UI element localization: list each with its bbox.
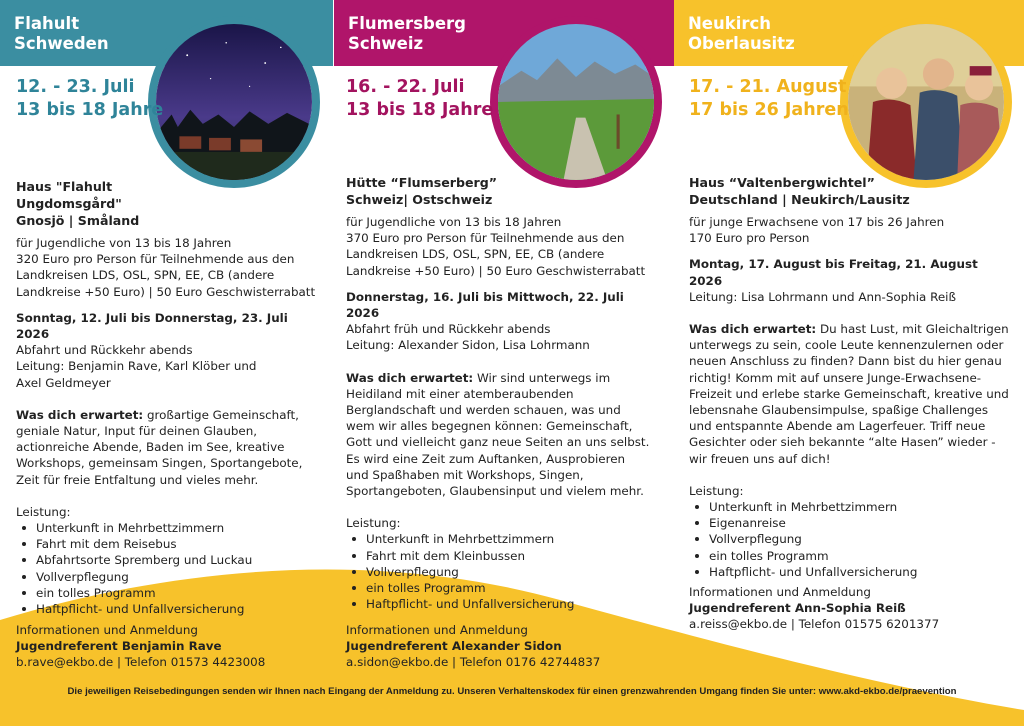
expect-text: großartige Gemeinschaft, geniale Natur, Input für deinen Glauben, actionreiche Abende, Baden im See, kreative Workshops, gemeinsam Singen, Sportangebote, Zeit für freie Entfaltung und vieles mehr.	[16, 407, 303, 487]
list-item: Unterkunft in Mehrbettzimmern	[16, 520, 321, 536]
photo-night-sky-cabins	[148, 16, 320, 188]
audience-price: für junge Erwachsene von 17 bis 26 Jahren 170 Euro pro Person	[689, 215, 945, 246]
list-item: Fahrt mit dem Kleinbussen	[346, 548, 651, 564]
expect-label: Was dich erwartet:	[16, 407, 144, 422]
contact-label: Informationen und Anmeldung	[16, 623, 198, 637]
list-item: Abfahrtsorte Spremberg und Luckau	[16, 552, 321, 568]
list-item: Fahrt mit dem Reisebus	[16, 536, 321, 552]
travel-info: Abfahrt früh und Rückkehr abends	[346, 322, 551, 337]
travel-info: Abfahrt und Rückkehr abends	[16, 343, 193, 358]
location-title: Flumersberg Schweiz	[348, 14, 466, 53]
house-name: Hütte “Flumserberg” Schweiz| Ostschweiz	[346, 175, 498, 207]
services-list	[689, 499, 1009, 580]
services-list	[16, 520, 321, 617]
expectations	[346, 370, 651, 500]
expect-label: Was dich erwartet:	[689, 322, 817, 337]
location-title: Flahult Schweden	[14, 14, 109, 53]
leaders: Leitung: Benjamin Rave, Karl Klöber und Axel Geldmeyer	[16, 359, 257, 390]
services-list	[346, 531, 651, 612]
list-item: Haftpflicht- und Unfallversicherung	[16, 601, 321, 617]
list-item: Eigenanreise	[689, 515, 1009, 531]
list-item: Haftpflicht- und Unfallversicherung	[346, 596, 651, 612]
trip-ages: 13 bis 18 Jahre	[346, 100, 494, 120]
list-item: Vollverpflegung	[689, 531, 1009, 547]
trip-dates: 12. - 23. Juli	[16, 77, 135, 97]
trip-dates: 16. - 22. Juli	[346, 77, 465, 97]
list-item: Unterkunft in Mehrbettzimmern	[346, 531, 651, 547]
date-range-sweden	[16, 76, 163, 122]
trip-dates: 17. - 21. August	[689, 77, 847, 97]
audience-price: für Jugendliche von 13 bis 18 Jahren 320 Euro pro Person für Teilnehmende aus den Landkreisen LDS, OSL, SPN, EE, CB (andere Landkreise +50 Euro) | 50 Euro Geschwisterrabatt	[16, 236, 316, 299]
footer-note: Die jeweiligen Reisebedingungen senden wir Ihnen nach Eingang der Anmeldung zu. Unseren Verhaltenskodex für einen grenzwahrenden Umgang finden Sie unter: www.akd-ekbo.de/praevention	[67, 686, 957, 697]
trip-ages: 13 bis 18 Jahre	[16, 100, 164, 120]
list-item: ein tolles Programm	[16, 585, 321, 601]
list-item: ein tolles Programm	[689, 548, 1009, 564]
expect-text: Wir sind unterwegs im Heidiland mit einer atemberaubenden Berglandschaft und werden schauen, was und wem wir alles begegnen können: Gemeinschaft, Gott und vielleicht ganz neue Seiten an uns selbst. Es wird eine Zeit zum Auftanken, Ausprobieren und Spaßhaben mit Workshops, Singen, Sportangeboten, Glaubensinput und vielem mehr.	[346, 370, 650, 499]
date-range-neukirch	[689, 76, 849, 122]
contact-name: Jugendreferent Benjamin Rave	[16, 639, 222, 654]
column-neukirch	[689, 174, 1009, 580]
expect-text: Du hast Lust, mit Gleichaltrigen unterwegs zu sein, coole Leute kennenzulernen oder neuen Anschluss zu finden? Dann bist du hier genau richtig! Komm mit auf unsere Junge-Erwachsene-Freizeit und erlebe starke Gemeinschaft, kreative und lebensnahe Glaubensimpulse, spaßige Challenges und entspannte Abende am Lagerfeuer. Triff neue Gesichter oder sieh bekannte “alte Hasen” wieder - wir freuen uns auf dich!	[689, 322, 1009, 466]
photo-mountain-path	[490, 16, 662, 188]
list-item: Unterkunft in Mehrbettzimmern	[689, 499, 1009, 515]
house-name: Haus "Flahult Ungdomsgård" Gnosjö | Småland	[16, 179, 140, 228]
column-switzerland	[346, 174, 651, 612]
trip-period: Montag, 17. August bis Freitag, 21. August 2026	[689, 257, 978, 288]
leaders: Leitung: Alexander Sidon, Lisa Lohrmann	[346, 338, 590, 353]
contact-details[interactable]: a.reiss@ekbo.de | Telefon 01575 6201377	[689, 617, 940, 632]
leaders: Leitung: Lisa Lohrmann und Ann-Sophia Reiß	[689, 289, 956, 304]
contact-label: Informationen und Anmeldung	[689, 585, 871, 599]
column-sweden	[16, 178, 321, 617]
trip-period: Sonntag, 12. Juli bis Donnerstag, 23. Juli 2026	[16, 310, 288, 342]
list-item: Haftpflicht- und Unfallversicherung	[689, 564, 1009, 580]
list-item: ein tolles Programm	[346, 580, 651, 596]
house-name: Haus “Valtenbergwichtel” Deutschland | Neukirch/Lausitz	[689, 175, 910, 207]
contact-details[interactable]: b.rave@ekbo.de | Telefon 01573 4423008	[16, 655, 266, 670]
expect-label: Was dich erwartet:	[346, 370, 474, 385]
contact-neukirch	[689, 584, 939, 633]
trip-period: Donnerstag, 16. Juli bis Mittwoch, 22. Juli 2026	[346, 289, 624, 321]
services-label: Leistung:	[16, 504, 71, 519]
contact-sweden	[16, 622, 265, 671]
location-title: Neukirch Oberlausitz	[688, 14, 795, 53]
contact-details[interactable]: a.sidon@ekbo.de | Telefon 0176 42744837	[346, 655, 601, 670]
list-item: Vollverpflegung	[346, 564, 651, 580]
services-label: Leistung:	[689, 483, 744, 498]
date-range-switzerland	[346, 76, 493, 122]
services-label: Leistung:	[346, 516, 401, 531]
audience-price: für Jugendliche von 13 bis 18 Jahren 370 Euro pro Person für Teilnehmende aus den Landkreisen LDS, OSL, SPN, EE, CB (andere Landkreise +50 Euro) | 50 Euro Geschwisterrabatt	[346, 215, 646, 278]
expectations	[16, 407, 321, 488]
contact-name: Jugendreferent Ann-Sophia Reiß	[689, 601, 906, 616]
contact-switzerland	[346, 622, 600, 671]
list-item: Vollverpflegung	[16, 569, 321, 585]
photo-young-adults	[840, 16, 1012, 188]
trip-ages: 17 bis 26 Jahren	[689, 100, 849, 120]
contact-label: Informationen und Anmeldung	[346, 623, 528, 637]
contact-name: Jugendreferent Alexander Sidon	[346, 639, 562, 654]
expectations	[689, 321, 1009, 467]
